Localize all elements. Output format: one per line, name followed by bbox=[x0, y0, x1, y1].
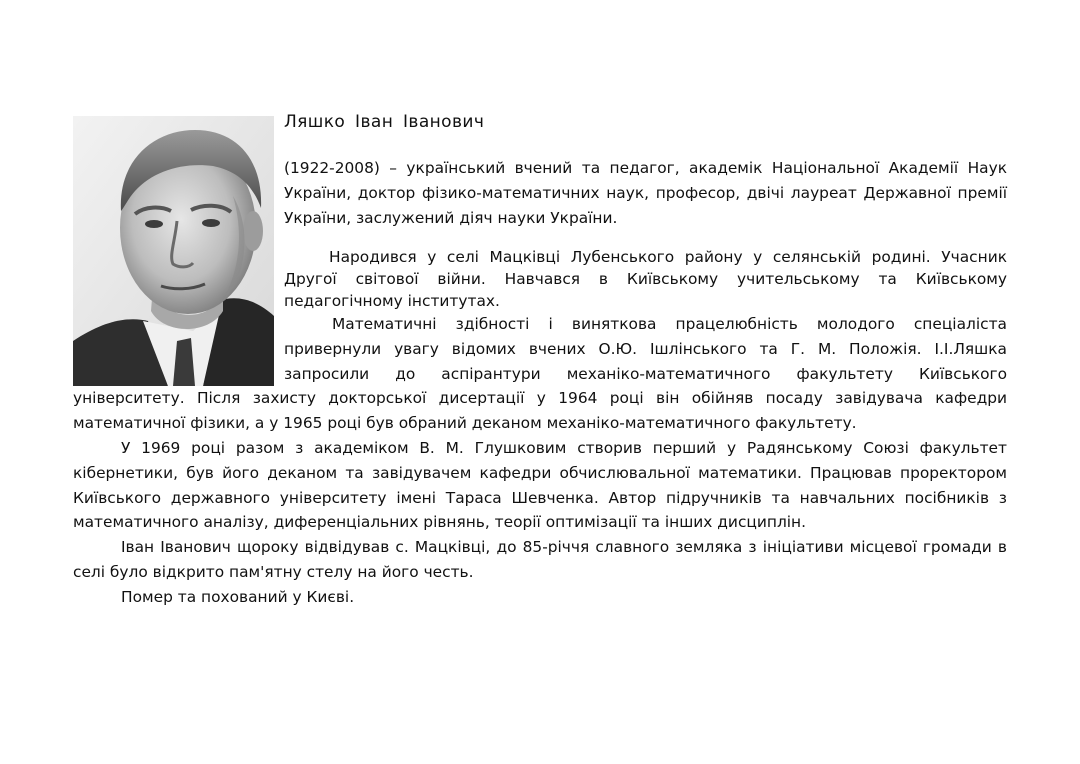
birth-paragraph: Народився у селі Мацківці Лубенського району у селянській родині. Учасник Другої світової війни. Навчався в Київському учительському та Київському педагогічному інститутах. bbox=[284, 248, 1007, 310]
page-title: Ляшко Іван Іванович bbox=[284, 112, 485, 132]
intro-paragraph: (1922-2008) – український вчений та педагог, академік Національної Академії Наук України, доктор фізико-математичних наук, професор, двічі лауреат Державної премії України, заслужений діяч науки України. bbox=[284, 159, 1007, 227]
main-text-block bbox=[73, 312, 1007, 610]
portrait-spacer bbox=[73, 312, 284, 386]
memorial-paragraph: Іван Іванович щороку відвідував с. Мацківці, до 85-річчя славного земляка з ініціативи місцевої громади в селі було відкрито пам'ятну стелу на його честь. bbox=[73, 538, 1007, 581]
career-text: Математичні здібності і виняткова працелюбність молодого спеціаліста привернули увагу відомих вчених О.Ю. Ішлінського та Г. М. Положія. І.І.Ляшка запросили до аспірантури механіко-математичного факультету Київського університету. Після захисту докторської дисертації у 1964 році він обійняв посаду завідувача кафедри математичної фізики, а у 1965 році був обраний деканом механіко-математичного факультету. bbox=[73, 315, 1007, 433]
death-paragraph: Помер та похований у Києві. bbox=[121, 587, 355, 606]
cybernetics-paragraph: У 1969 році разом з академіком В. М. Глушковим створив перший у Радянському Союзі факультет кібернетики, був його деканом та завідувачем кафедри обчислювальної математики. Працював проректором Київського державного університету імені Тараса Шевченка. Автор підручників та навчальних посібників з математичного аналізу, диференціальних рівнянь, теорії оптимізації та інших дисциплін. bbox=[73, 438, 1007, 532]
